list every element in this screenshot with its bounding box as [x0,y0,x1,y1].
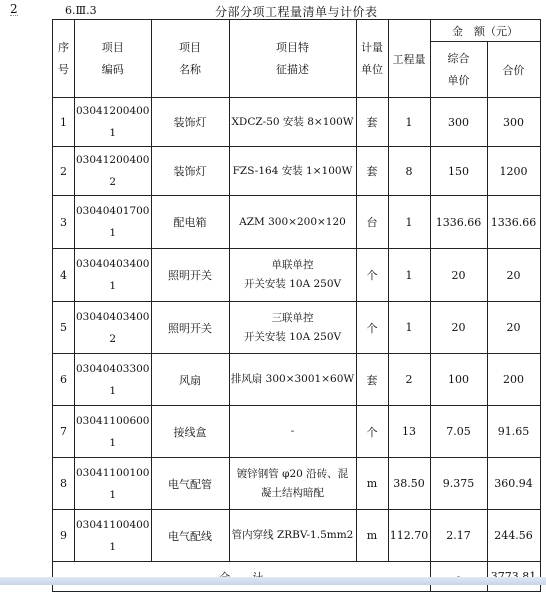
row-qty: 1 [388,98,430,147]
header-code-line2: 编码 [101,62,124,76]
row-qty: 13 [388,406,430,458]
row-name: 装饰灯 [151,147,229,196]
row-code-line-1: 03041100400 [76,518,150,531]
row-total: 300 [487,98,540,147]
row-desc-line-1: 单联单控 [271,259,314,271]
row-desc [229,302,356,354]
row-code-line-1: 03041100600 [76,414,150,427]
row-desc-line-2: 开关安装 10A 250V [243,330,342,343]
row-code-line-2: 1 [109,436,117,449]
row-desc [229,147,356,196]
row-unit-price: 7.05 [430,406,487,458]
row-code-line-1: 03040403400 [76,310,150,323]
header-unit-price-line2: 单价 [447,73,470,87]
row-code-line-1: 03041200400 [76,105,150,117]
row-code-line-2: 2 [109,332,117,345]
header-qty: 工程量 [388,20,430,98]
row-name: 配电箱 [151,196,229,249]
table-body [53,20,541,592]
row-qty: 1 [388,249,430,302]
header-unit-line1: 计量 [361,40,383,54]
row-code-line-1: 03040401700 [76,205,150,217]
row-total: 20 [487,302,540,354]
row-code [75,406,152,458]
row-qty: 2 [388,354,430,406]
row-code-line-2: 1 [109,540,117,553]
row-desc-line-1: XDCZ-50 安装 8×100W [231,115,354,128]
row-code [75,98,152,147]
row-code-line-2: 1 [109,127,117,139]
row-code [75,196,152,249]
row-seq: 6 [53,354,75,406]
row-desc-line-1: 管内穿线 ZRBV-1.5mm2 [231,529,354,541]
row-unit-price: 20 [430,302,487,354]
row-qty: 1 [388,196,430,249]
row-name: 照明开关 [151,302,229,354]
header-unit [356,20,388,98]
header-unit-price [430,42,487,98]
row-unit: m [356,458,388,510]
row-code [75,147,152,196]
row-desc-line-1: 镀锌钢管 φ20 沿砖、混 [236,467,349,480]
row-total: 200 [487,354,540,406]
table-row [53,510,541,562]
row-code-line-2: 1 [109,280,117,292]
row-desc-line-1: - [290,425,295,437]
row-seq: 9 [53,510,75,562]
row-name: 风扇 [151,354,229,406]
table-row [53,458,541,510]
row-total: 1200 [487,147,540,196]
row-qty: 112.70 [388,510,430,562]
row-seq: 4 [53,249,75,302]
row-name: 照明开关 [151,249,229,302]
row-code-line-2: 2 [109,176,117,188]
row-unit: m [356,510,388,562]
table-row [53,196,541,249]
section-number: 6.Ⅲ.3 [65,4,97,17]
row-unit-price: 300 [430,98,487,147]
row-unit: 个 [356,406,388,458]
row-code [75,302,152,354]
row-unit: 套 [356,98,388,147]
header-desc-line1: 项目特 [276,40,309,54]
header-unit-line2: 单位 [361,62,383,76]
row-name: 电气配管 [151,458,229,510]
row-total: 1336.66 [487,196,540,249]
row-code-line-1: 03040403400 [76,258,150,270]
row-qty: 1 [388,302,430,354]
table-row [53,354,541,406]
row-total: 20 [487,249,540,302]
row-desc [229,196,356,249]
row-seq: 3 [53,196,75,249]
row-total: 91.65 [487,406,540,458]
header-name [151,20,229,98]
header-name-line2: 名称 [179,62,201,76]
row-unit-price: 1336.66 [430,196,487,249]
row-seq: 7 [53,406,75,458]
header-seq [53,20,75,98]
row-code-line-1: 03041100100 [76,466,150,479]
row-seq: 8 [53,458,75,510]
row-desc-line-2: 凝土结构暗配 [261,486,324,499]
table-row [53,302,541,354]
row-unit-price: 150 [430,147,487,196]
row-total: 360.94 [487,458,540,510]
header-name-line1: 项目 [179,40,201,54]
row-unit-price: 9.375 [430,458,487,510]
row-desc [229,406,356,458]
row-total: 244.56 [487,510,540,562]
row-code-line-2: 1 [109,384,117,397]
row-desc [229,458,356,510]
bill-of-quantities-table [52,19,541,592]
header-unit-price-line1: 综合 [447,51,470,65]
row-code-line-2: 1 [109,488,117,501]
row-code [75,510,152,562]
header-code-line1: 项目 [101,40,124,54]
row-qty: 38.50 [388,458,430,510]
row-desc-line-1: 三联单控 [271,311,314,324]
row-unit: 个 [356,302,388,354]
row-desc-line-1: FZS-164 安装 1×100W [232,164,353,177]
header-seq-line1: 序 [58,40,69,54]
row-desc-line-1: 排风扇 300×3001×60W [230,373,355,385]
header-total-price: 合价 [487,42,540,98]
row-unit: 台 [356,196,388,249]
header-row-1 [53,20,541,42]
row-seq: 5 [53,302,75,354]
row-desc [229,98,356,147]
window-bottom-bar [0,577,546,585]
table-row [53,147,541,196]
row-desc-line-2: 开关安装 10A 250V [243,278,342,290]
row-name: 接线盒 [151,406,229,458]
page-marker: 2 [10,2,18,16]
row-code [75,458,152,510]
row-name: 电气配线 [151,510,229,562]
row-unit: 个 [356,249,388,302]
header-code [75,20,152,98]
row-seq: 1 [53,98,75,147]
table-row [53,406,541,458]
row-seq: 2 [53,147,75,196]
row-unit-price: 2.17 [430,510,487,562]
row-desc [229,510,356,562]
row-name: 装饰灯 [151,98,229,147]
row-code-line-2: 1 [109,227,117,239]
row-code [75,249,152,302]
header-desc [229,20,356,98]
document-title: 分部分项工程量清单与计价表 [215,5,378,19]
row-code-line-1: 03041200400 [76,154,150,166]
row-desc [229,249,356,302]
table-row [53,249,541,302]
header-amount: 金 额（元） [430,20,540,42]
row-desc [229,354,356,406]
row-desc-line-1: AZM 300×200×120 [239,215,346,228]
row-unit-price: 20 [430,249,487,302]
header-desc-line2: 征描述 [276,62,309,76]
header-seq-line2: 号 [58,62,69,76]
row-unit: 套 [356,147,388,196]
row-qty: 8 [388,147,430,196]
row-code-line-1: 03040403300 [76,362,150,375]
row-unit: 套 [356,354,388,406]
table-row [53,98,541,147]
row-unit-price: 100 [430,354,487,406]
row-code [75,354,152,406]
